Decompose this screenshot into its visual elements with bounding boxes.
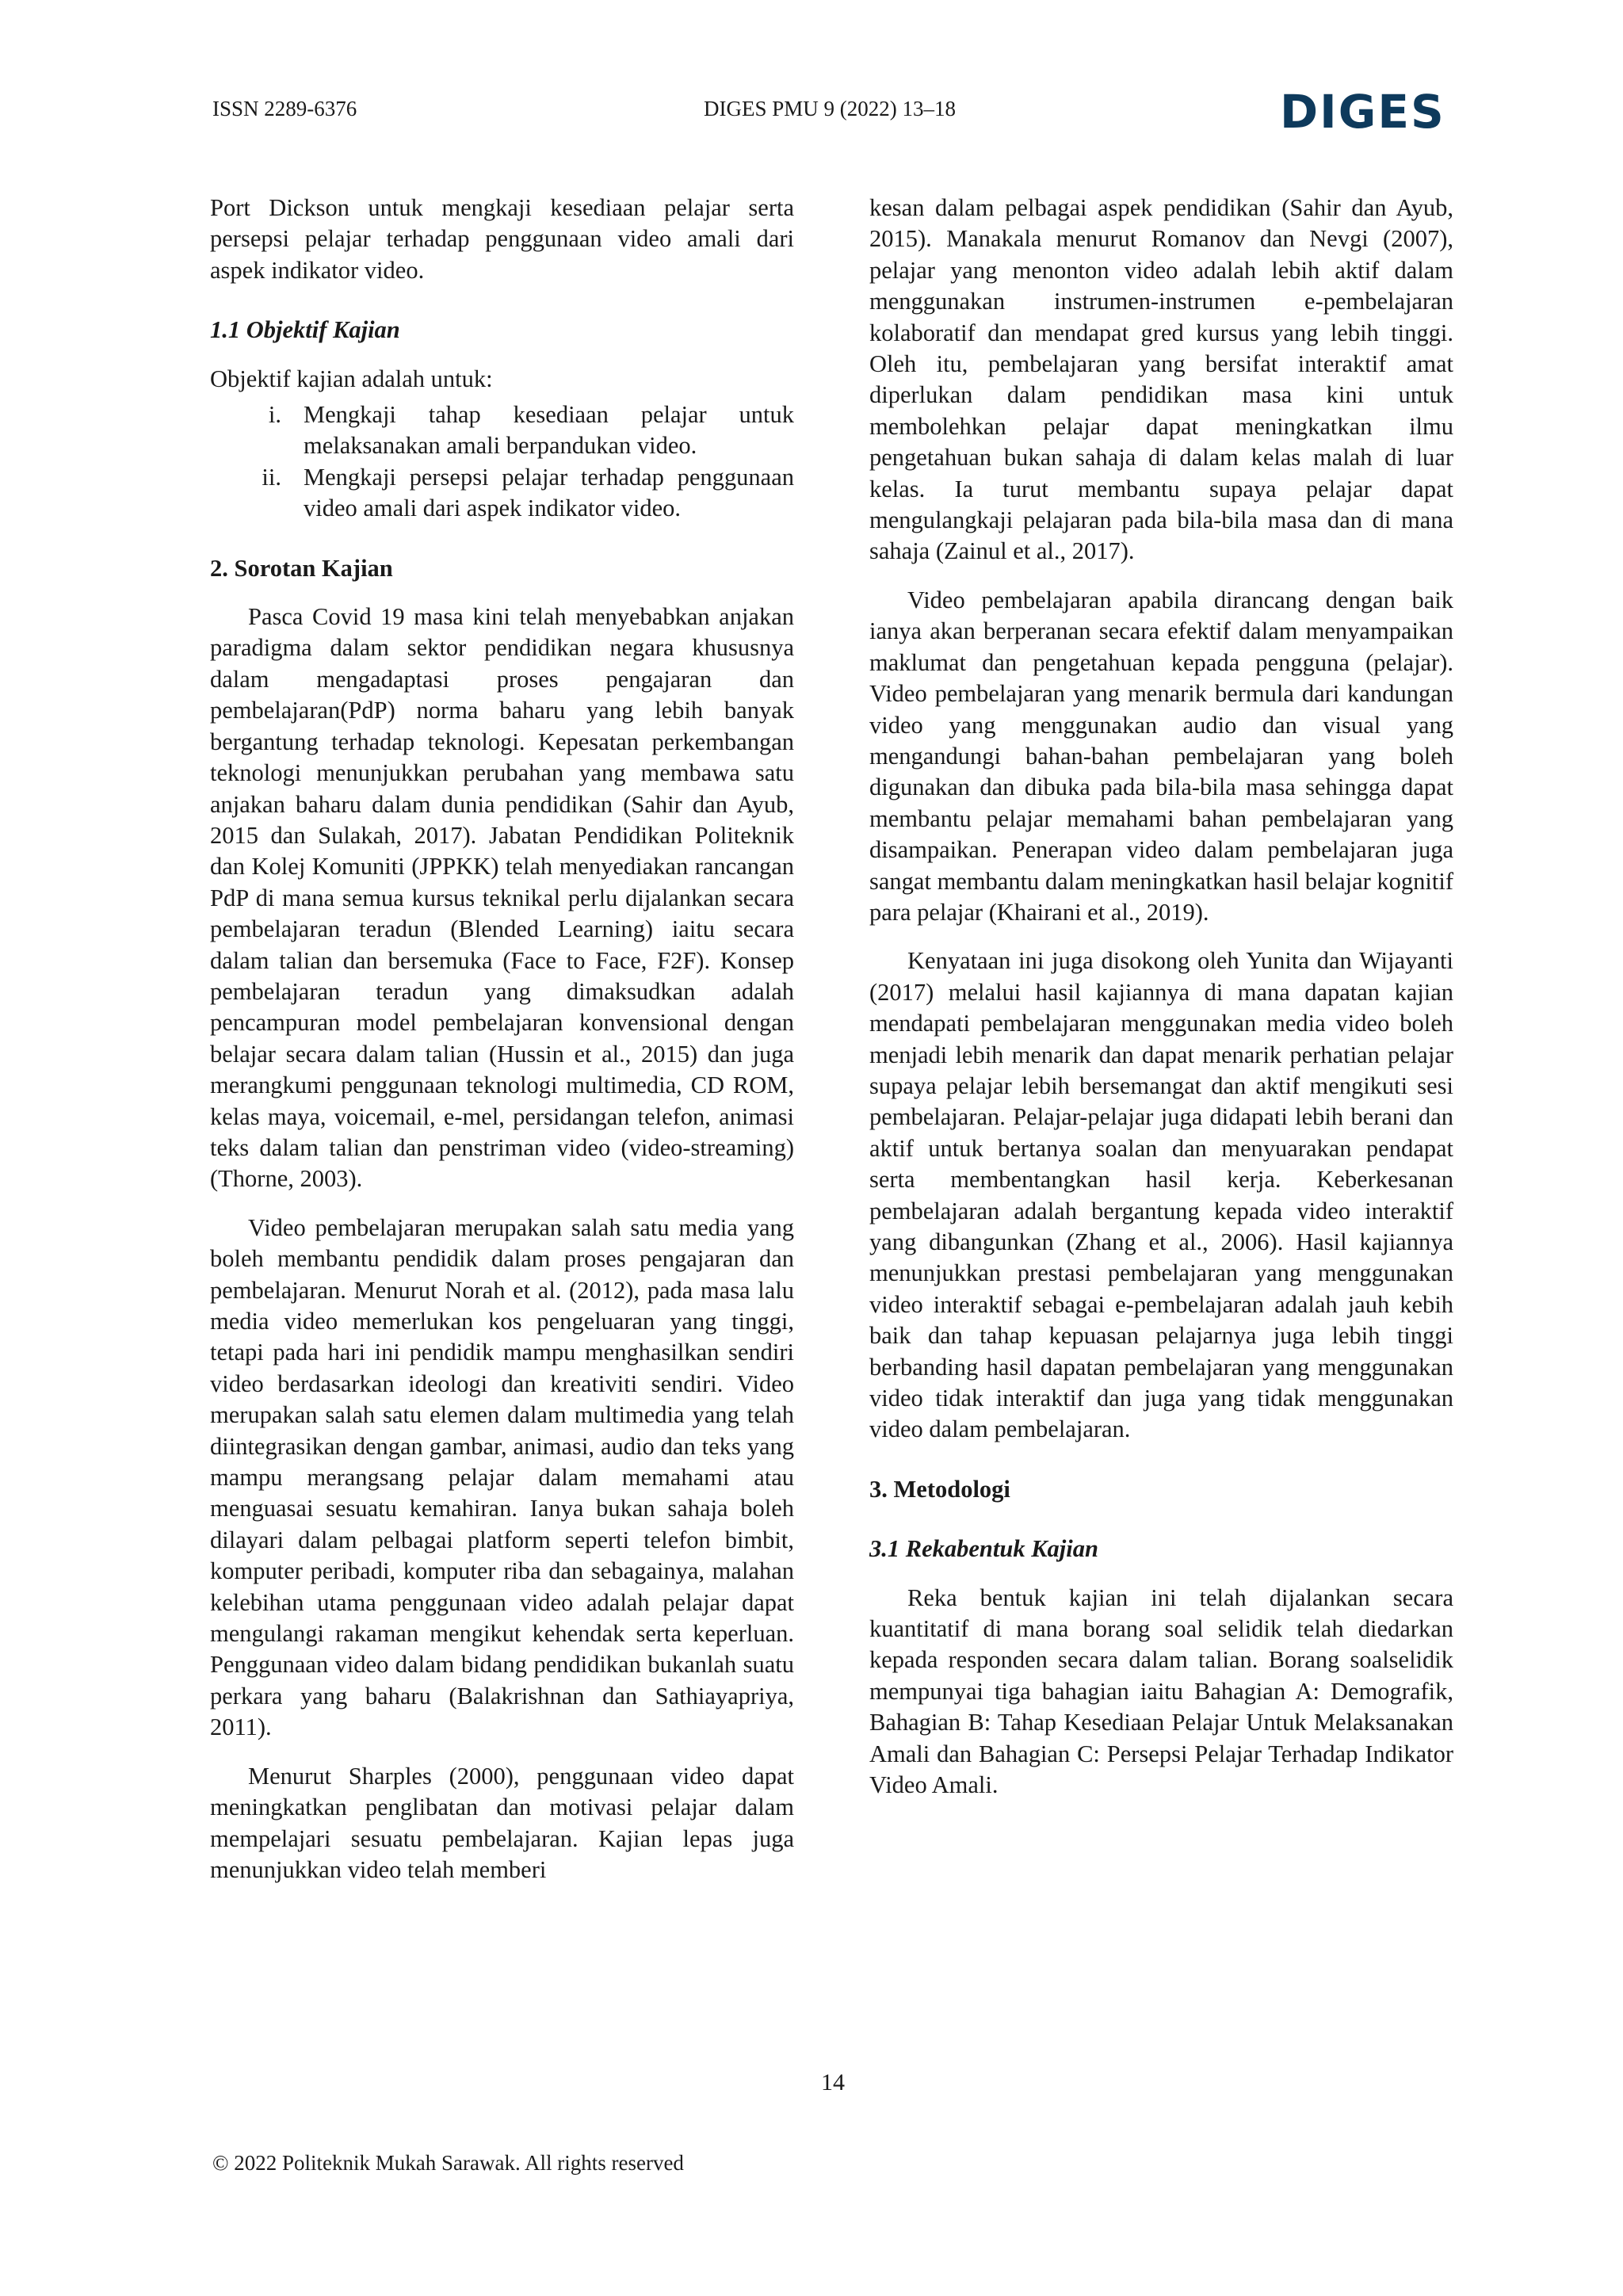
kenyataan-paragraph: Kenyataan ini juga disokong oleh Yunita dan Wijayanti (2017) melalui hasil kajiannya di mana dapatan kajian mendapati pembelajaran menggunakan media video boleh menjadi lebih menarik dan dapat menarik perhatian pelajar supaya pelajar lebih bersemangat dan aktif mengikuti sesi pembelajaran. Pelajar-pelajar juga didapati lebih berani dan aktif untuk bertanya soalan dan menyuarakan pendapat serta membentangkan hasil kerja. Keberkesanan pembelajaran adalah bergantung kepada video interaktif yang dibangunkan (Zhang et al., 2006). Hasil kajiannya menunjukkan prestasi pembelajaran yang menggunakan video interaktif sebagai e-pembelajaran adalah jauh kebih baik dan tahap kepuasan pelajarnya juga lebih tinggi berbanding hasil dapatan pembelajaran yang menggunakan video tidak interaktif dan juga yang tidak menggunakan video dalam pembelajaran.: [869, 947, 1453, 1443]
video-pembelajaran-paragraph: Video pembelajaran apabila dirancang dengan baik ianya akan berperanan secara efektif dalam menyampaikan maklumat dan pengetahuan kepada pengguna (pelajar). Video pembelajaran yang menarik bermula dari kandungan video yang menggunakan audio dan visual yang mengandungi bahan-bahan pembelajaran yang boleh digunakan dan dibuka pada bila-bila masa sehingga dapat membantu pelajar memahami bahan pembelajaran yang disampaikan. Penerapan video dalam pembelajaran juga sangat membantu dalam meningkatkan hasil belajar kognitif para pelajar (Khairani et al., 2019).: [869, 586, 1453, 926]
sorotan-paragraph-1: Pasca Covid 19 masa kini telah menyebabkan anjakan paradigma dalam sektor pendidikan negara khususnya dalam mengadaptasi proses pengajaran dan pembelajaran(PdP) norma baharu yang lebih banyak bergantung terhadap teknologi. Kepesatan perkembangan teknologi menunjukkan perubahan yang membawa satu anjakan baharu dalam dunia pendidikan (Sahir dan Ayub, 2015 dan Sulakah, 2017). Jabatan Pendidikan Politeknik dan Kolej Komuniti (JPPKK) telah menyediakan rancangan PdP di mana semua kursus teknikal perlu dijalankan secara pembelajaran teradun (Blended Learning) iaitu secara dalam talian dan bersemuka (Face to Face, F2F). Konsep pembelajaran teradun yang dimaksudkan adalah pencampuran model pembelajaran konvensional dengan belajar secara dalam talian (Hussin et al., 2015) dan juga merangkumi penggunaan teknologi multimedia, CD ROM, kelas maya, voicemail, e-mel, persidangan telefon, animasi teks dalam talian dan penstriman video (video-streaming) (Thorne, 2003).: [210, 603, 794, 1193]
diges-logo: DIGES: [1280, 85, 1445, 139]
rekabentuk-paragraph: Reka bentuk kajian ini telah dijalankan secara kuantitatif di mana borang soal selidik telah diedarkan kepada responden secara dalam talian. Borang soalselidik mempunyai tiga bahagian iaitu Bahagian A: Demografik, Bahagian B: Tahap Kesediaan Pelajar Untuk Melaksanakan Amali dan Bahagian C: Persepsi Pelajar Terhadap Indikator Video Amali.: [869, 1584, 1453, 1799]
list-item: [210, 399, 794, 462]
sorotan-paragraph-3: Menurut Sharples (2000), penggunaan video dapat meningkatkan penglibatan dan motivasi pelajar dalam mempelajari sesuatu pembelajaran. Kajian lepas juga menunjukkan video telah memberi: [210, 1762, 794, 1883]
journal-reference-header: DIGES PMU 9 (2022) 13–18: [704, 97, 957, 120]
right-column: [869, 193, 1453, 1801]
list-item-number: ii.: [262, 463, 281, 491]
list-item: [210, 462, 794, 525]
intro-continuation-paragraph: Port Dickson untuk mengkaji kesediaan pelajar serta persepsi pelajar terhadap penggunaan video amali dari aspek indikator video.: [210, 194, 794, 284]
left-column: [210, 193, 794, 1885]
list-item-text: Mengkaji tahap kesediaan pelajar untuk melaksanakan amali berpandukan video.: [304, 401, 794, 460]
continuation-paragraph: kesan dalam pelbagai aspek pendidikan (Sahir dan Ayub, 2015). Manakala menurut Romanov dan Nevgi (2007), pelajar yang menonton video adalah lebih aktif dalam menggunakan instrumen-instrumen e-pembelajaran kolaboratif dan mendapat gred kursus yang lebih tinggi. Oleh itu, pembelajaran yang bersifat interaktif amat diperlukan dalam pendidikan masa kini untuk membolehkan pelajar dapat meningkatkan ilmu pengetahuan bukan sahaja di dalam kelas malah di luar kelas. Ia turut membantu supaya pelajar dapat mengulangkaji pelajaran pada bila-bila masa dan di mana sahaja (Zainul et al., 2017).: [869, 194, 1453, 565]
page-number: 14: [821, 2069, 845, 2095]
section-2-heading: 2. Sorotan Kajian: [210, 554, 393, 582]
copyright-footer: © 2022 Politeknik Mukah Sarawak. All rights reserved: [212, 2151, 684, 2175]
objective-list: [210, 399, 794, 525]
objective-heading: 1.1 Objektif Kajian: [210, 316, 400, 344]
sorotan-paragraph-2: Video pembelajaran merupakan salah satu media yang boleh membantu pendidik dalam proses pengajaran dan pembelajaran. Menurut Norah et al. (2012), pada masa lalu media video memerlukan kos pengeluaran yang tinggi, tetapi pada hari ini pendidik mampu menghasilkan sendiri video berdasarkan ideologi dan kreativiti sendiri. Video merupakan salah satu elemen dalam multimedia yang telah diintegrasikan dengan gambar, animasi, audio dan teks yang mampu merangsang pelajar dalam memahami atau menguasai sesuatu kemahiran. Ianya bukan sahaja boleh dilayari dalam pelbagai platform seperti telefon bimbit, komputer peribadi, komputer riba dan sebagainya, malahan kelebihan utama penggunaan video adalah pelajar dapat mengulangi rakaman mengikut kehendak serta keperluan. Penggunaan video dalam bidang pendidikan bukanlah suatu perkara yang baharu (Balakrishnan dan Sathiayapriya, 2011).: [210, 1213, 794, 1741]
list-item-number: i.: [268, 401, 281, 429]
issn-header: ISSN 2289-6376: [212, 97, 357, 120]
list-item-text: Mengkaji persepsi pelajar terhadap penggunaan video amali dari aspek indikator video.: [304, 463, 794, 522]
subsection-3-1-heading: 3.1 Rekabentuk Kajian: [869, 1535, 1098, 1563]
section-3-heading: 3. Metodologi: [869, 1475, 1010, 1503]
objective-intro: Objektif kajian adalah untuk:: [210, 365, 493, 392]
